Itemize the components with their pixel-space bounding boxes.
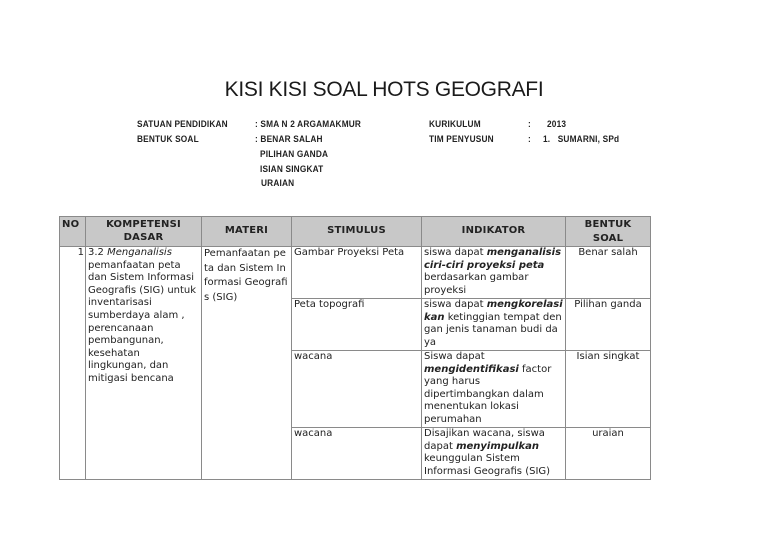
cell-indikator	[422, 351, 566, 428]
cell-no: 1	[60, 247, 86, 480]
indikator-text: berdasarkan gambar proyeksi	[424, 272, 529, 296]
kisi-table	[59, 216, 651, 480]
indikator-keyword: mengidentifikasi	[424, 363, 519, 375]
indikator-keyword: mengkorelasikan	[424, 299, 563, 323]
cell-stimulus: wacana	[292, 428, 422, 480]
kd-verb: Menganalisis	[107, 247, 172, 258]
bentuk-soal-value-3: ISIAN SINGKAT	[260, 164, 324, 174]
header-stimulus: STIMULUS	[292, 217, 422, 247]
cell-bentuk-soal: Pilihan ganda	[566, 299, 651, 351]
bentuk-soal-label: BENTUK SOAL	[137, 134, 199, 144]
indikator-text: ketinggian tempat dengan jenis tanaman budi daya	[424, 311, 562, 348]
indikator-text: siswa dapat	[424, 247, 487, 258]
indikator-text: keunggulan Sistem Informasi Geografis (SIG)	[424, 453, 551, 477]
satuan-pendidikan-value: : SMA N 2 ARGAMAKMUR	[255, 119, 362, 129]
cell-stimulus: Gambar Proyeksi Peta	[292, 247, 422, 299]
kurikulum-label: KURIKULUM	[429, 119, 481, 129]
cell-kompetensi-dasar	[86, 247, 202, 480]
kd-rest: pemanfaatan peta dan Sistem Informasi Geografis (SIG) untuk inventarisasi sumberdaya alam , perencanaan pembangunan, kesehatan lingkungan, dan mitigasi bencana	[88, 259, 197, 384]
satuan-pendidikan-label: SATUAN PENDIDIKAN	[137, 119, 228, 129]
header-no: NO	[60, 217, 86, 247]
header-kompetensi-dasar: KOMPETENSI DASAR	[86, 217, 202, 247]
cell-materi: Pemanfaatan peta dan Sistem Informasi Geografis (SIG)	[202, 247, 292, 480]
header-bentuk-soal: BENTUK SOAL	[566, 217, 651, 247]
indikator-keyword: menyimpulkan	[456, 440, 539, 452]
cell-bentuk-soal: Benar salah	[566, 247, 651, 299]
cell-indikator	[422, 247, 566, 299]
tim-penyusun-value: 1. SUMARNI, SPd	[543, 134, 620, 144]
table-header-row	[60, 217, 651, 247]
bentuk-soal-value-1: : BENAR SALAH	[255, 134, 323, 144]
indikator-text: Disajikan wacana, siswa dapat	[424, 428, 545, 452]
kd-prefix: 3.2	[88, 247, 108, 258]
header-materi: MATERI	[202, 217, 292, 247]
indikator-text: Siswa dapat	[424, 351, 485, 362]
cell-indikator	[422, 428, 566, 480]
cell-bentuk-soal: Isian singkat	[566, 351, 651, 428]
table-row	[60, 247, 651, 299]
cell-stimulus: Peta topografi	[292, 299, 422, 351]
indikator-text: factor yang harus dipertimbangkan dalam menentukan lokasi perumahan	[424, 363, 552, 425]
bentuk-soal-value-4: URAIAN	[261, 178, 295, 188]
indikator-keyword: menganalisis ciri-ciri proyeksi peta	[424, 247, 562, 271]
header-indikator: INDIKATOR	[422, 217, 566, 247]
indikator-text: siswa dapat	[424, 299, 487, 310]
cell-indikator	[422, 299, 566, 351]
document-title: KISI KISI SOAL HOTS GEOGRAFI	[224, 78, 544, 101]
kurikulum-value: 2013	[547, 119, 567, 129]
tim-penyusun-colon: :	[528, 134, 531, 144]
cell-bentuk-soal: uraian	[566, 428, 651, 480]
bentuk-soal-value-2: PILIHAN GANDA	[260, 149, 329, 159]
cell-stimulus: wacana	[292, 351, 422, 428]
kurikulum-colon: :	[528, 119, 531, 129]
tim-penyusun-label: TIM PENYUSUN	[429, 134, 494, 144]
